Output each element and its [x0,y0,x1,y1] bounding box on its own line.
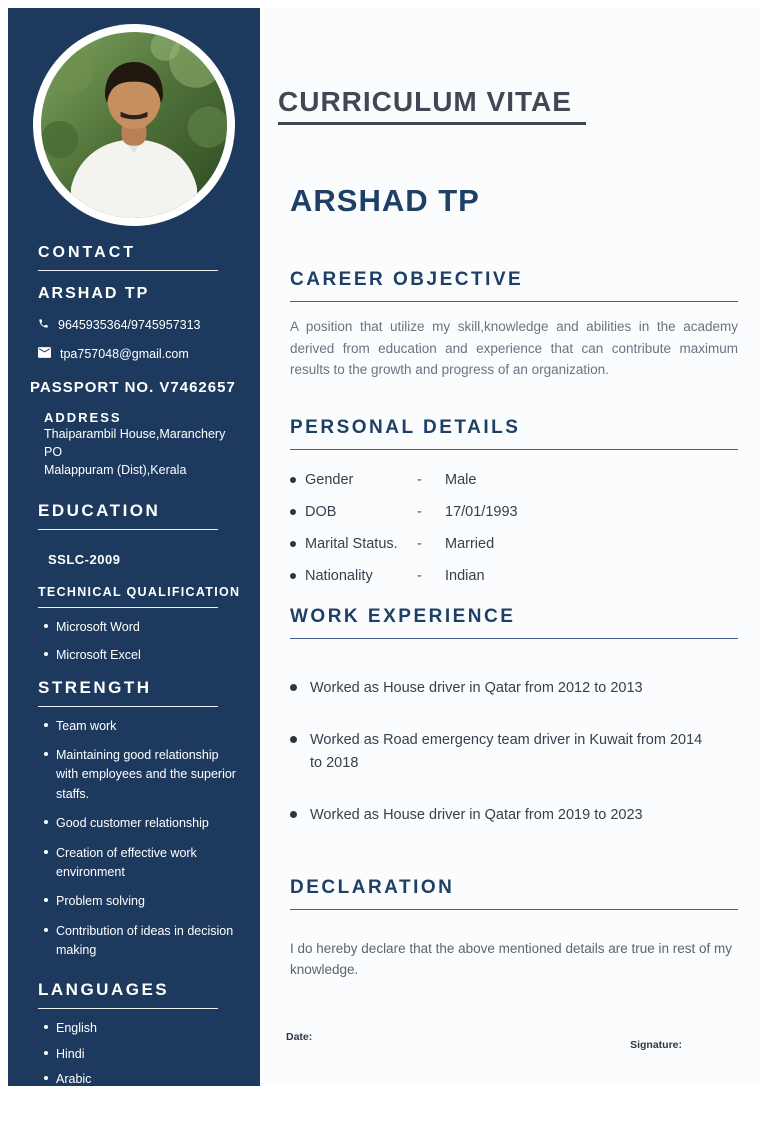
work-experience-item: Worked as House driver in Qatar from 2012 to 2013 [290,677,710,699]
list-item: Problem solving [44,892,242,911]
education-heading: EDUCATION [38,501,161,521]
bullet-icon [44,928,48,932]
email-icon [38,347,51,361]
career-objective-heading: CAREER OBJECTIVE [290,269,524,290]
footer [286,1030,738,1071]
list-item: English [44,1019,242,1037]
technical-qualification-heading: TECHNICAL QUALIFICATION [38,585,241,600]
declaration-text: I do hereby declare that the above mentioned details are true in rest of my knowledge. [290,940,733,978]
bullet-icon [44,898,48,902]
work-experience-list [290,677,738,827]
bullet-icon [44,1051,48,1055]
list-item: Team work [44,717,242,736]
contact-heading: CONTACT [38,244,137,261]
address-heading: ADDRESS [44,410,122,425]
career-objective-rule [290,301,738,302]
list-item: Creation of effective work environment [44,844,242,883]
strength-rule [38,706,218,707]
candidate-name: ARSHAD TP [290,183,480,218]
cv-title: CURRICULUM VITAE [278,86,586,125]
profile-photo-frame [33,24,235,226]
bullet-icon [44,1101,48,1105]
languages-rule [38,1008,218,1009]
address-line: Thaiparambil House,Maranchery PO [44,427,226,460]
list-item: Contribution of ideas in decision making [44,922,242,961]
bullet-icon [290,573,296,579]
work-experience-rule [290,638,738,639]
list-item: Tamil [44,1120,242,1138]
bullet-icon [290,736,297,743]
bullet-icon [44,624,48,628]
detail-row: DOB - 17/01/1993 [290,504,738,520]
technical-rule [38,607,218,608]
education-item: SSLC-2009 [48,552,121,568]
address-line: Malappuram (Dist),Kerala [44,463,187,478]
technical-list [38,618,242,663]
email-address: tpa757048@gmail.com [60,347,189,361]
education-rule [38,529,218,530]
list-item: Good customer relationship [44,814,242,833]
strength-heading: STRENGTH [38,677,152,697]
bullet-icon [290,541,296,547]
list-item: Malayalam [44,1095,242,1113]
bullet-icon [290,684,297,691]
detail-row: Nationality - Indian [290,568,738,584]
profile-photo [41,32,227,218]
sidebar [8,8,260,1136]
passport-number: PASSPORT NO. V7462657 [30,379,236,396]
personal-details-heading: PERSONAL DETAILS [290,416,521,438]
languages-list [38,1019,242,1138]
email-row [38,347,242,361]
work-experience-heading: WORK EXPERIENCE [290,605,516,627]
bullet-icon [290,477,296,483]
sidebar-name: ARSHAD TP [38,285,150,302]
languages-heading: LANGUAGES [38,980,170,1000]
strength-list [38,717,242,961]
detail-row: Gender - Male [290,472,738,488]
signature-label: Signature: [630,1038,682,1051]
work-experience-item: Worked as House driver in Qatar from 2019 to 2023 [290,804,710,826]
declaration-rule [290,909,738,910]
bullet-icon [290,509,296,515]
list-item: Arabic [44,1070,242,1088]
date-label: Date: [286,1030,313,1043]
bullet-icon [44,1025,48,1029]
personal-details-rows [290,472,738,584]
list-item: Microsoft Excel [44,646,242,664]
list-item: Hindi [44,1045,242,1063]
main-content [260,8,760,1086]
detail-row: Marital Status. - Married [290,536,738,552]
personal-details-rule [290,449,738,450]
contact-rule [38,270,218,271]
list-item: Maintaining good relationship with employees and the superior staffs. [44,746,242,804]
bullet-icon [44,723,48,727]
bullet-icon [44,820,48,824]
bullet-icon [44,752,48,756]
list-item: Microsoft Word [44,618,242,636]
bullet-icon [44,1126,48,1130]
bullet-icon [290,811,297,818]
work-experience-item: Worked as Road emergency team driver in Kuwait from 2014 to 2018 [290,729,710,774]
bullet-icon [44,652,48,656]
phone-icon [38,318,49,332]
career-objective-text: A position that utilize my skill,knowledge and abilities in the academy derived from education and experience that can contribute maximum results to the growth and progress of an organization. [290,319,738,378]
declaration-heading: DECLARATION [290,876,455,898]
bullet-icon [44,850,48,854]
phone-row [38,318,242,332]
bullet-icon [44,1076,48,1080]
phone-number: 9645935364/9745957313 [58,318,201,332]
